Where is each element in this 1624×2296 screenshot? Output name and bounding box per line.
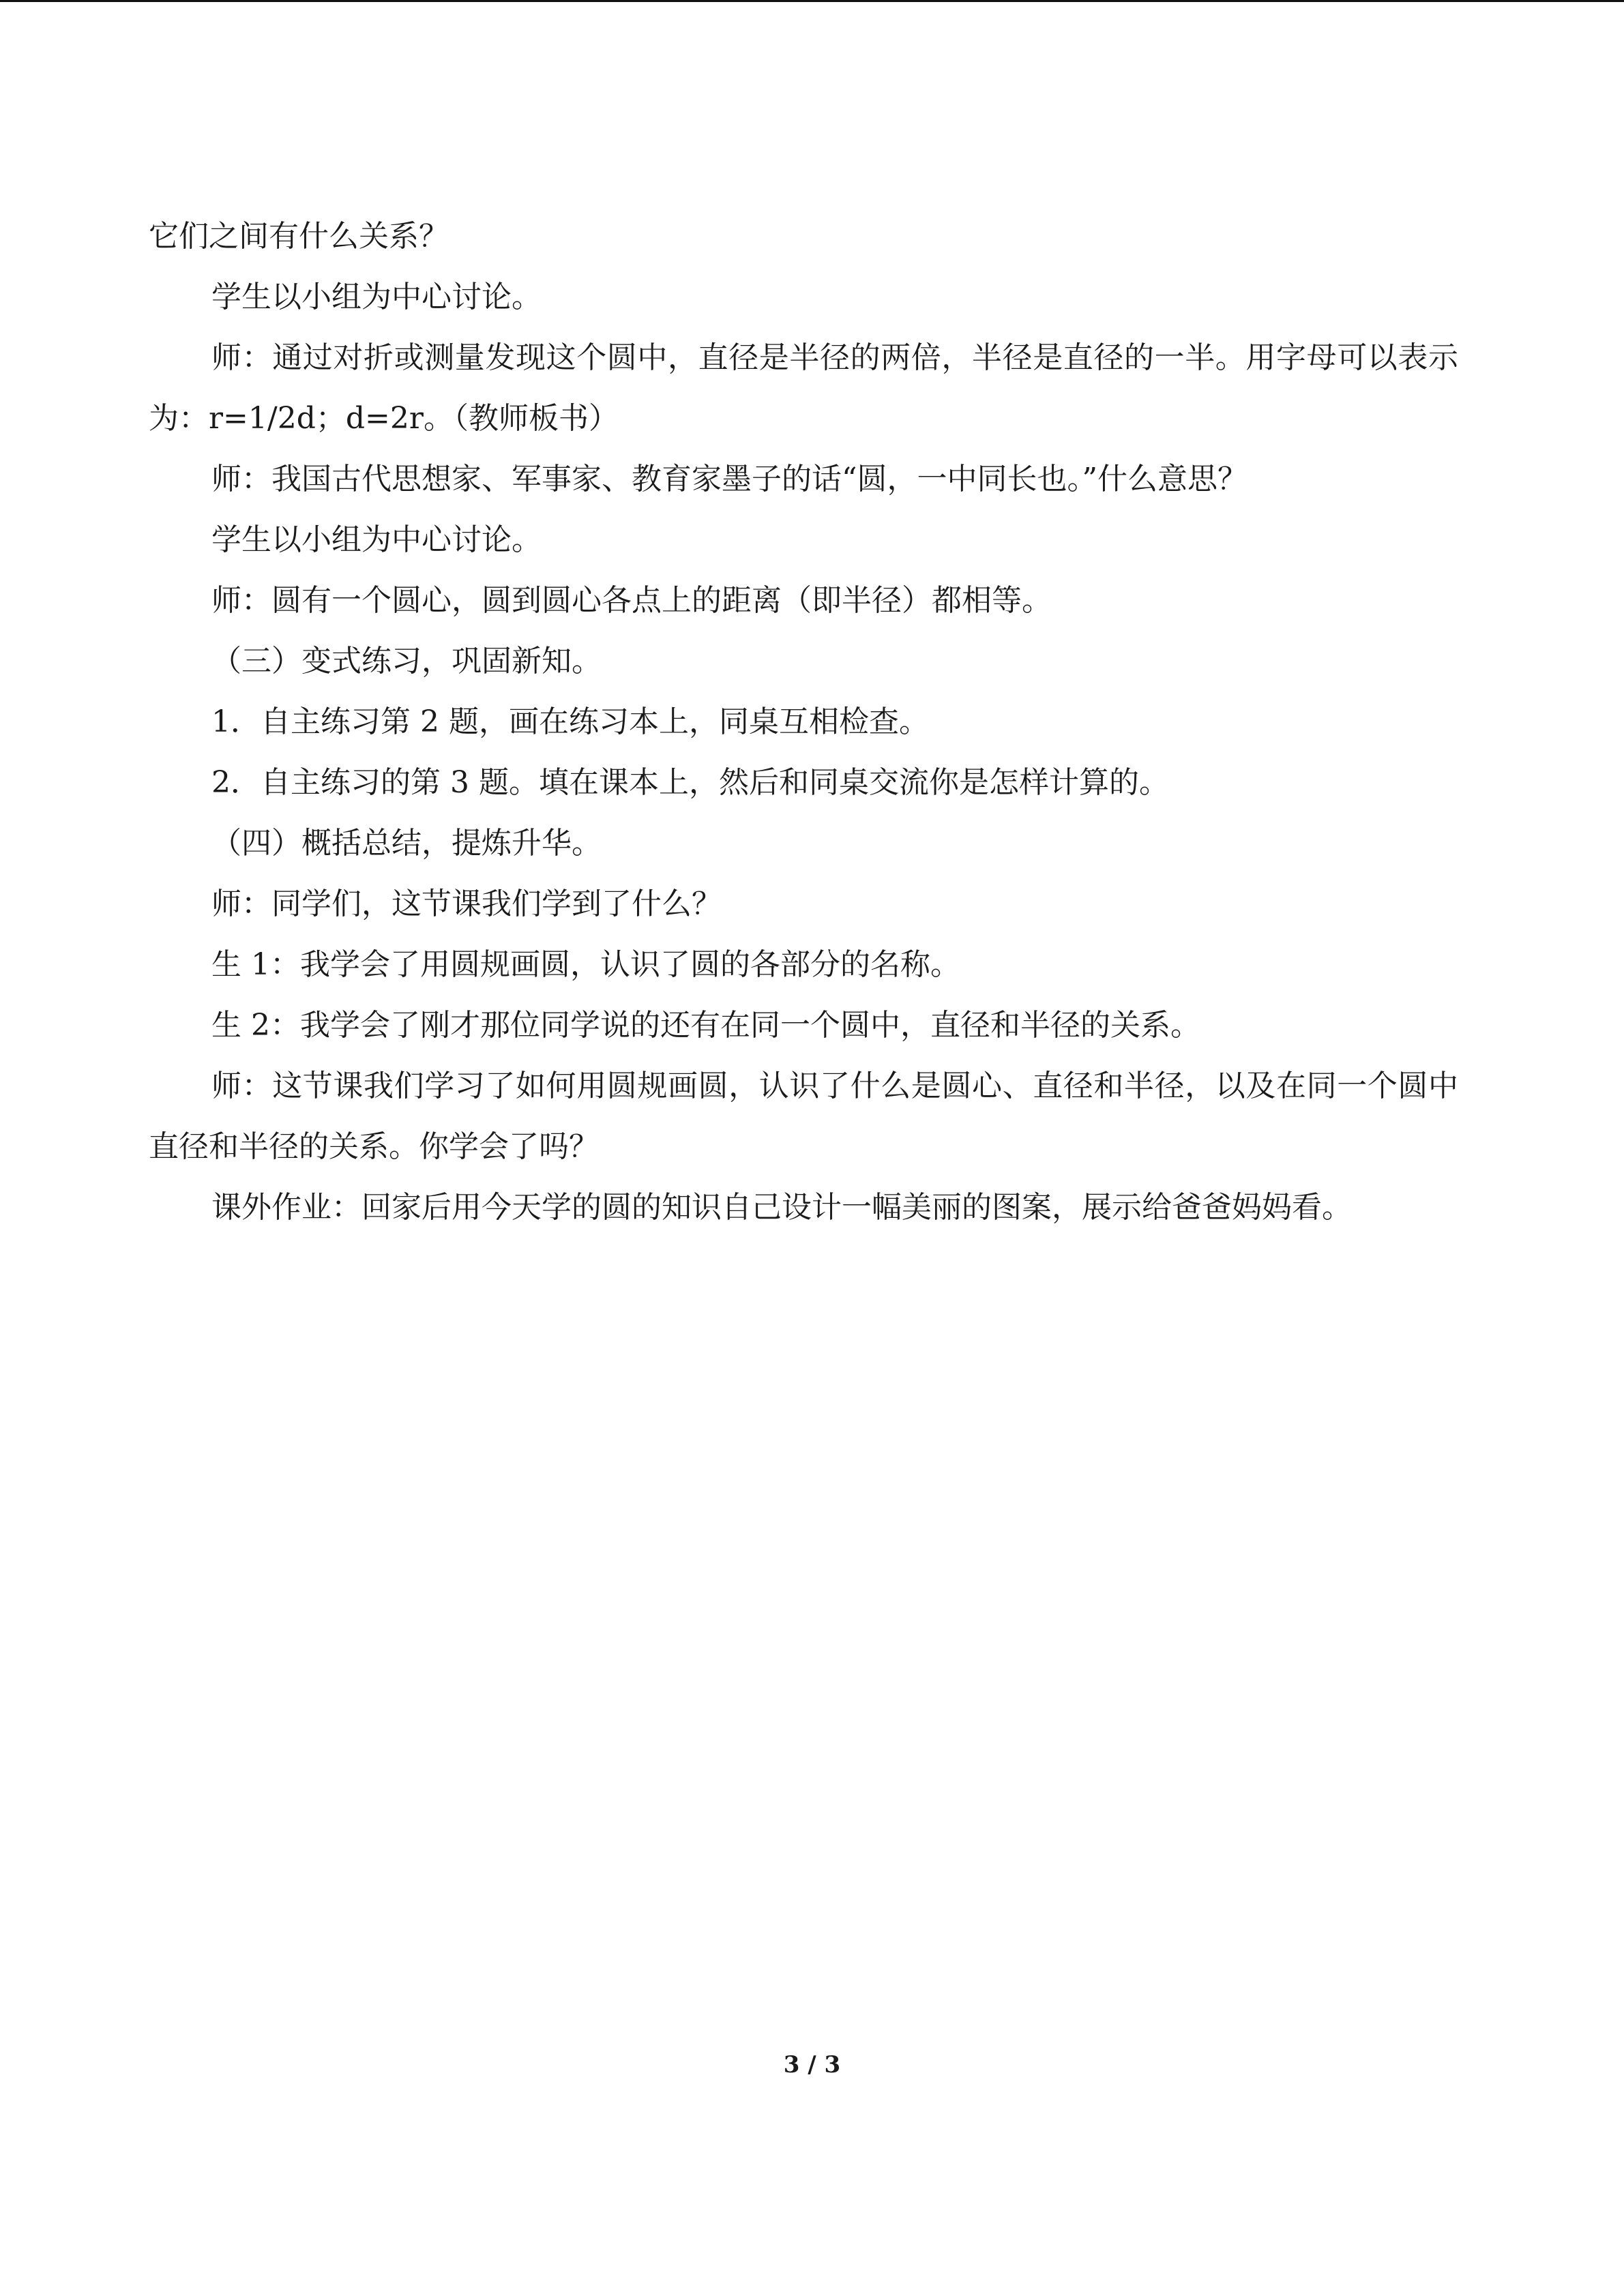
paragraph: 它们之间有什么关系？	[149, 219, 449, 254]
page-number: 3 / 3	[783, 2051, 841, 2078]
section-heading: （四）概括总结，提炼升华。	[211, 826, 602, 861]
paragraph: 学生以小组为中心讨论。	[211, 280, 542, 314]
document-body	[149, 206, 1458, 1238]
paragraph: 师：我国古代思想家、军事家、教育家墨子的话“圆，一中同长也。”什么意思？	[211, 462, 1247, 496]
paragraph: 生 1：我学会了用圆规画圆，认识了圆的各部分的名称。	[211, 947, 960, 982]
paragraph: 生 2：我学会了刚才那位同学说的还有在同一个圆中，直径和半径的关系。	[211, 1008, 1200, 1043]
paragraph: 师：这节课我们学习了如何用圆规画圆，认识了什么是圆心、直径和半径，以及在同一个圆中直径和半径的关系。你学会了吗？	[149, 1069, 1458, 1164]
exercise-item: 2．自主练习的第 3 题。填在课本上，然后和同桌交流你是怎样计算的。	[211, 765, 1169, 800]
section-heading: （三）变式练习，巩固新知。	[211, 644, 602, 679]
paragraph: 学生以小组为中心讨论。	[211, 522, 542, 557]
homework-paragraph: 课外作业：回家后用今天学的圆的知识自己设计一幅美丽的图案，展示给爸爸妈妈看。	[211, 1190, 1352, 1225]
page-top-border	[0, 0, 1624, 2]
exercise-item: 1．自主练习第 2 题，画在练习本上，同桌互相检查。	[211, 704, 929, 739]
paragraph: 师：同学们，这节课我们学到了什么？	[211, 886, 722, 921]
paragraph: 师：通过对折或测量发现这个圆中，直径是半径的两倍，半径是直径的一半。用字母可以表示为：r=1/2d；d=2r。（教师板书）	[149, 340, 1458, 436]
paragraph: 师：圆有一个圆心，圆到圆心各点上的距离（即半径）都相等。	[211, 583, 1052, 618]
